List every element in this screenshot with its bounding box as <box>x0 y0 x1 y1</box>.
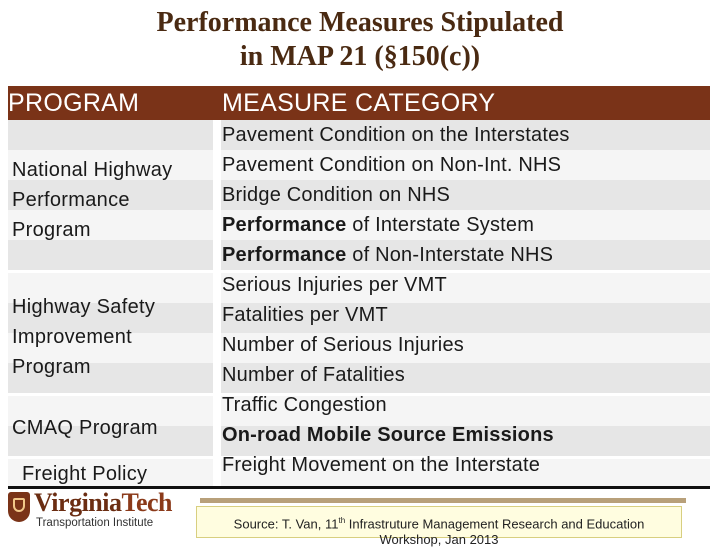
measure-item: Freight Movement on the Interstate <box>222 454 541 476</box>
measure-item: Number of Fatalities <box>222 364 405 386</box>
program-nhpp-line: Performance <box>12 189 130 211</box>
measure-item: Pavement Condition on the Interstates <box>222 124 570 146</box>
program-nhpp-line: National Highway <box>12 159 173 181</box>
measures-table <box>8 84 710 486</box>
program-freight: Freight Policy <box>22 463 148 485</box>
slide-title-line-1: Performance Measures Stipulated <box>156 7 564 38</box>
measure-item: Traffic Congestion <box>222 394 387 416</box>
slide-title <box>0 6 720 74</box>
measure-item: Fatalities per VMT <box>222 304 388 326</box>
program-hsip-line: Program <box>12 356 91 378</box>
program-nhpp <box>12 155 172 245</box>
measure-item: Performance of Interstate System <box>222 214 535 236</box>
source-divider <box>200 498 686 503</box>
measure-item: Performance of Non-Interstate NHS <box>222 244 554 266</box>
column-divider <box>213 120 221 488</box>
source-citation: Source: T. Van, 11th Infrastruture Management Research and Education Workshop, Jan 2013 <box>196 506 682 538</box>
logo-wordmark: VirginiaTech <box>34 488 172 517</box>
shield-icon <box>8 492 30 522</box>
measure-item: Serious Injuries per VMT <box>222 274 447 296</box>
program-hsip-line: Highway Safety <box>12 296 156 318</box>
logo-subtitle: Transportation Institute <box>36 517 154 529</box>
measure-item: Number of Serious Injuries <box>222 334 464 356</box>
program-nhpp-line: Program <box>12 219 91 241</box>
program-hsip-line: Improvement <box>12 326 133 348</box>
measure-item: On-road Mobile Source Emissions <box>222 424 554 446</box>
program-hsip <box>12 292 155 382</box>
header-measure-category: MEASURE CATEGORY <box>222 89 496 117</box>
program-cmaq: CMAQ Program <box>12 417 158 439</box>
header-program: PROGRAM <box>8 89 140 117</box>
table-header-row <box>8 86 710 120</box>
slide-title-line-2: in MAP 21 (§150(c)) <box>239 41 481 72</box>
virginia-tech-logo <box>8 490 208 536</box>
measure-item: Bridge Condition on NHS <box>222 184 451 206</box>
measure-item: Pavement Condition on Non-Int. NHS <box>222 154 562 176</box>
